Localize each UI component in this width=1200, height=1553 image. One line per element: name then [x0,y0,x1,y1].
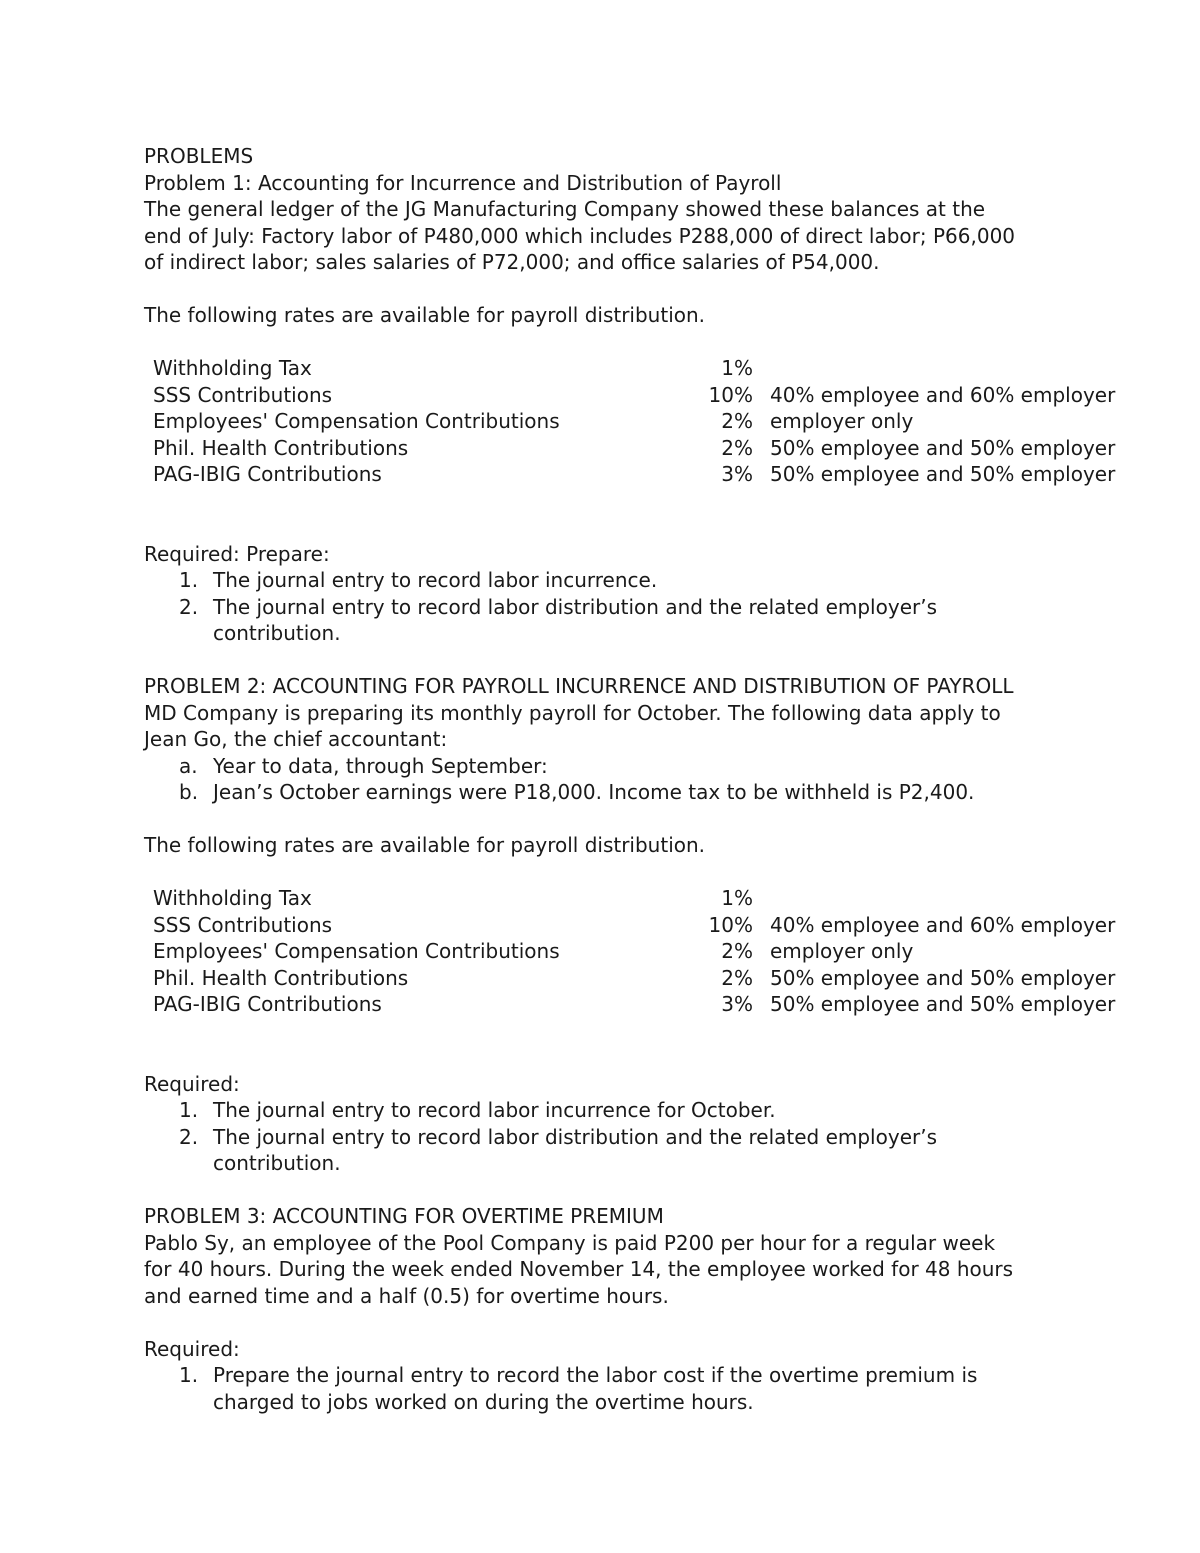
rate-note: employer only [770,409,914,433]
rate-row [153,885,1144,912]
document-header: PROBLEMS [144,144,254,168]
rate-row [153,408,1144,435]
rate-row [153,991,1144,1018]
problem1-body-line: The general ledger of the JG Manufacturing Company showed these balances at the [144,197,986,221]
rate-row [153,938,1144,965]
rate-note: employer only [770,939,914,963]
problem2-body-line: Jean Go, the chief accountant: [144,727,448,751]
rate-note: 40% employee and 60% employer [770,912,1116,937]
rate-note: 50% employee and 50% employer [770,462,1116,486]
rate-note: 50% employee and 50% employer [770,965,1116,990]
problem3-required-label: Required: [144,1336,240,1361]
list-number: 1. [179,568,199,592]
rate-percent: 3% [721,992,753,1016]
list-text: The journal entry to record labor distribution and the related employer’s contribution. [213,594,937,645]
problem1-rates-intro: The following rates are available for payroll distribution. [144,303,706,327]
problem1-required-list [144,567,1144,647]
problem2-data-list [144,753,1144,806]
problem1-body-line: of indirect labor; sales salaries of P72,000; and office salaries of P54,000. [144,250,880,274]
list-number: 1. [179,1098,199,1122]
rate-name: Withholding Tax [153,886,312,910]
rate-name: Phil. Health Contributions [153,965,409,990]
list-item [144,594,1144,647]
list-text: The journal entry to record labor distribution and the related employer’s contribution. [213,1124,937,1175]
problem3-body-line: for 40 hours. During the week ended November 14, the employee worked for 48 hours [144,1257,1014,1281]
problem2-required-label: Required: [144,1071,240,1096]
list-number: 1. [179,1363,199,1387]
problem3-body-line: Pablo Sy, an employee of the Pool Company is paid P200 per hour for a regular week [144,1230,996,1255]
rate-name: SSS Contributions [153,912,333,937]
list-text: The journal entry to record labor incurrence. [213,568,658,592]
list-item [144,567,1144,594]
rate-note: 50% employee and 50% employer [770,992,1116,1016]
list-number: 2. [179,594,199,619]
rate-percent: 2% [721,409,753,433]
rate-percent: 2% [721,939,753,963]
problem2-title: PROBLEM 2: ACCOUNTING FOR PAYROLL INCURRENCE AND DISTRIBUTION OF PAYROLL [144,674,1014,698]
problem2-required-list [144,1097,1144,1177]
list-item [144,1097,1144,1124]
rate-row [153,965,1144,992]
list-text: Jean’s October earnings were P18,000. Income tax to be withheld is P2,400. [213,780,975,804]
problem1-body-line: end of July: Factory labor of P480,000 which includes P288,000 of direct labor; P66,000 [144,223,1016,248]
problem3-title: PROBLEM 3: ACCOUNTING FOR OVERTIME PREMIUM [144,1204,664,1228]
rate-percent: 2% [721,435,753,460]
list-item [144,753,1144,780]
problem3-body-line: and earned time and a half (0.5) for overtime hours. [144,1283,669,1308]
rate-row [153,355,1144,382]
rate-row [153,912,1144,939]
rate-note: 40% employee and 60% employer [770,382,1116,407]
list-letter: a. [179,753,198,778]
rate-note: 50% employee and 50% employer [770,435,1116,460]
rate-name: Withholding Tax [153,356,312,380]
list-text: The journal entry to record labor incurrence for October. [213,1098,776,1122]
problem1-title: Problem 1: Accounting for Incurrence and Distribution of Payroll [144,170,782,195]
rate-percent: 2% [721,965,753,990]
rate-percent: 3% [721,462,753,486]
list-letter: b. [179,780,199,804]
rate-name: Employees' Compensation Contributions [153,409,560,433]
rate-percent: 10% [708,912,753,937]
rate-row [153,461,1144,488]
list-item [144,779,1144,806]
rate-name: SSS Contributions [153,382,333,407]
list-item [144,1362,1144,1415]
rate-name: PAG-IBIG Contributions [153,992,382,1016]
rate-name: Employees' Compensation Contributions [153,939,560,963]
problem3-required-list [144,1362,1144,1415]
problem2-rates-intro: The following rates are available for payroll distribution. [144,833,706,857]
rate-row [153,382,1144,409]
rate-percent: 10% [708,382,753,407]
list-number: 2. [179,1124,199,1149]
problem2-body-line: MD Company is preparing its monthly payroll for October. The following data apply to [144,700,1001,725]
rate-percent: 1% [721,356,753,380]
problem1-rates-table [153,355,1144,488]
problem1-required-label: Required: Prepare: [144,541,330,566]
list-text: Prepare the journal entry to record the labor cost if the overtime premium is charged to jobs worked on during the overtime hours. [213,1363,978,1414]
document-page [144,143,1144,1415]
rate-name: PAG-IBIG Contributions [153,462,382,486]
problem2-rates-table [153,885,1144,1018]
rate-percent: 1% [721,886,753,910]
list-item [144,1124,1144,1177]
rate-row [153,435,1144,462]
list-text: Year to data, through September: [213,753,548,778]
rate-name: Phil. Health Contributions [153,435,409,460]
